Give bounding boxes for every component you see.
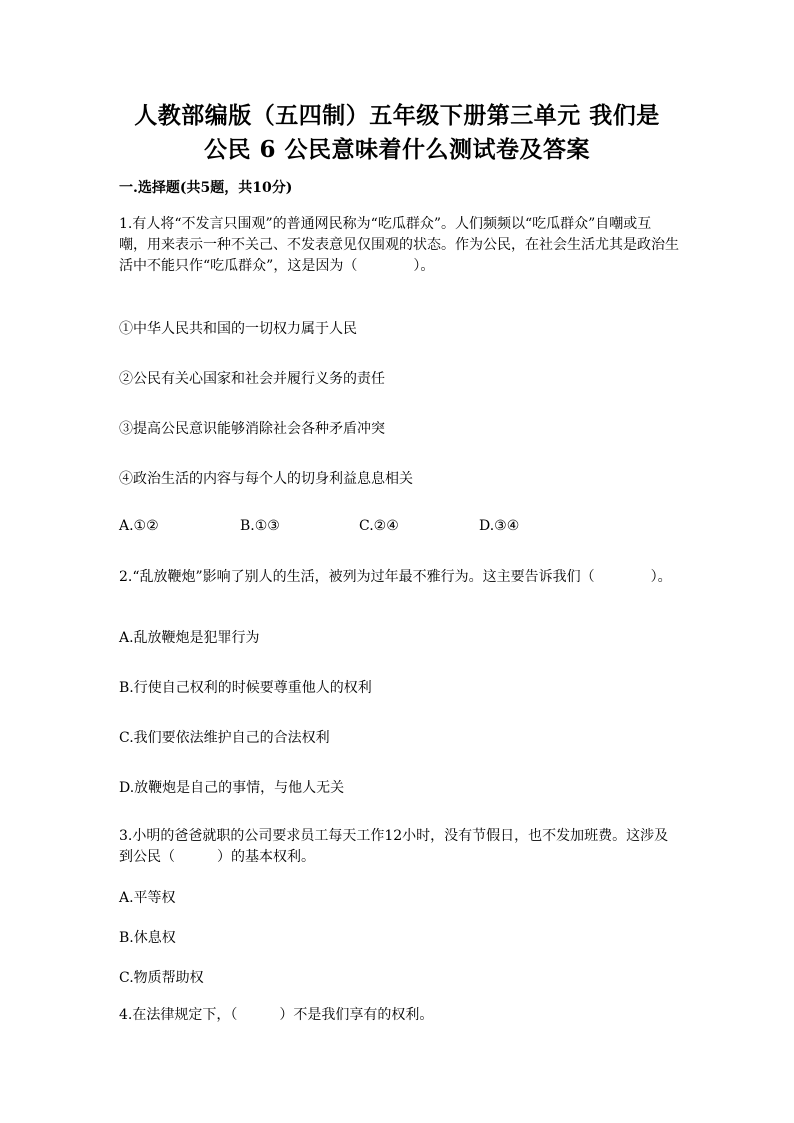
question-3-text: 3.小明的爸爸就职的公司要求员工每天工作12小时，没有节假日，也不发加班费。这涉及到公民（ ）的基本权利。 <box>119 828 669 865</box>
question-1-choice-c[interactable]: C.②④ <box>359 518 399 534</box>
question-1-choice-b[interactable]: B.①③ <box>240 518 280 534</box>
question-1-statement-4: ④政治生活的内容与每个人的切身利益息息相关 <box>119 471 413 487</box>
question-1-choice-d[interactable]: D.③④ <box>479 518 520 534</box>
question-4-text: 4.在法律规定下，（ ）不是我们享有的权利。 <box>119 1007 434 1023</box>
question-1-statement-2: ②公民有关心国家和社会并履行义务的责任 <box>119 371 385 387</box>
question-1-choices <box>119 518 679 538</box>
question-1-statement-3: ③提高公民意识能够消除社会各种矛盾冲突 <box>119 421 385 437</box>
question-3-option-a[interactable]: A.平等权 <box>119 890 176 906</box>
question-2-text: 2.“乱放鞭炮”影响了别人的生活，被列为过年最不雅行为。这主要告诉我们（ ）。 <box>119 569 672 585</box>
question-2-option-a[interactable]: A.乱放鞭炮是犯罪行为 <box>119 630 260 646</box>
question-2-option-d[interactable]: D.放鞭炮是自己的事情，与他人无关 <box>119 780 345 796</box>
question-3-option-c[interactable]: C.物质帮助权 <box>119 970 204 986</box>
question-1-statement-1: ①中华人民共和国的一切权力属于人民 <box>119 321 357 337</box>
question-3-option-b[interactable]: B.休息权 <box>119 930 176 946</box>
question-2-option-b[interactable]: B.行使自己权利的时候要尊重他人的权利 <box>119 680 372 696</box>
question-1-text: 1.有人将“不发言只围观”的普通网民称为“吃瓜群众”。人们频频以“吃瓜群众”自嘲或互嘲，用来表示一种不关己、不发表意见仅围观的状态。作为公民，在社会生活尤其是政治生活中不能只作“吃瓜群众”，这是因为（ ）。 <box>119 216 679 274</box>
section-heading: 一.选择题(共5题，共10分) <box>119 180 293 196</box>
page-title-line-2: 公民 6 公民意味着什么测试卷及答案 <box>203 136 591 163</box>
page-title-line-1: 人教部编版（五四制）五年级下册第三单元 我们是 <box>134 102 660 129</box>
question-2-option-c[interactable]: C.我们要依法维护自己的合法权利 <box>119 730 330 746</box>
question-1-choice-a[interactable]: A.①② <box>119 518 159 534</box>
